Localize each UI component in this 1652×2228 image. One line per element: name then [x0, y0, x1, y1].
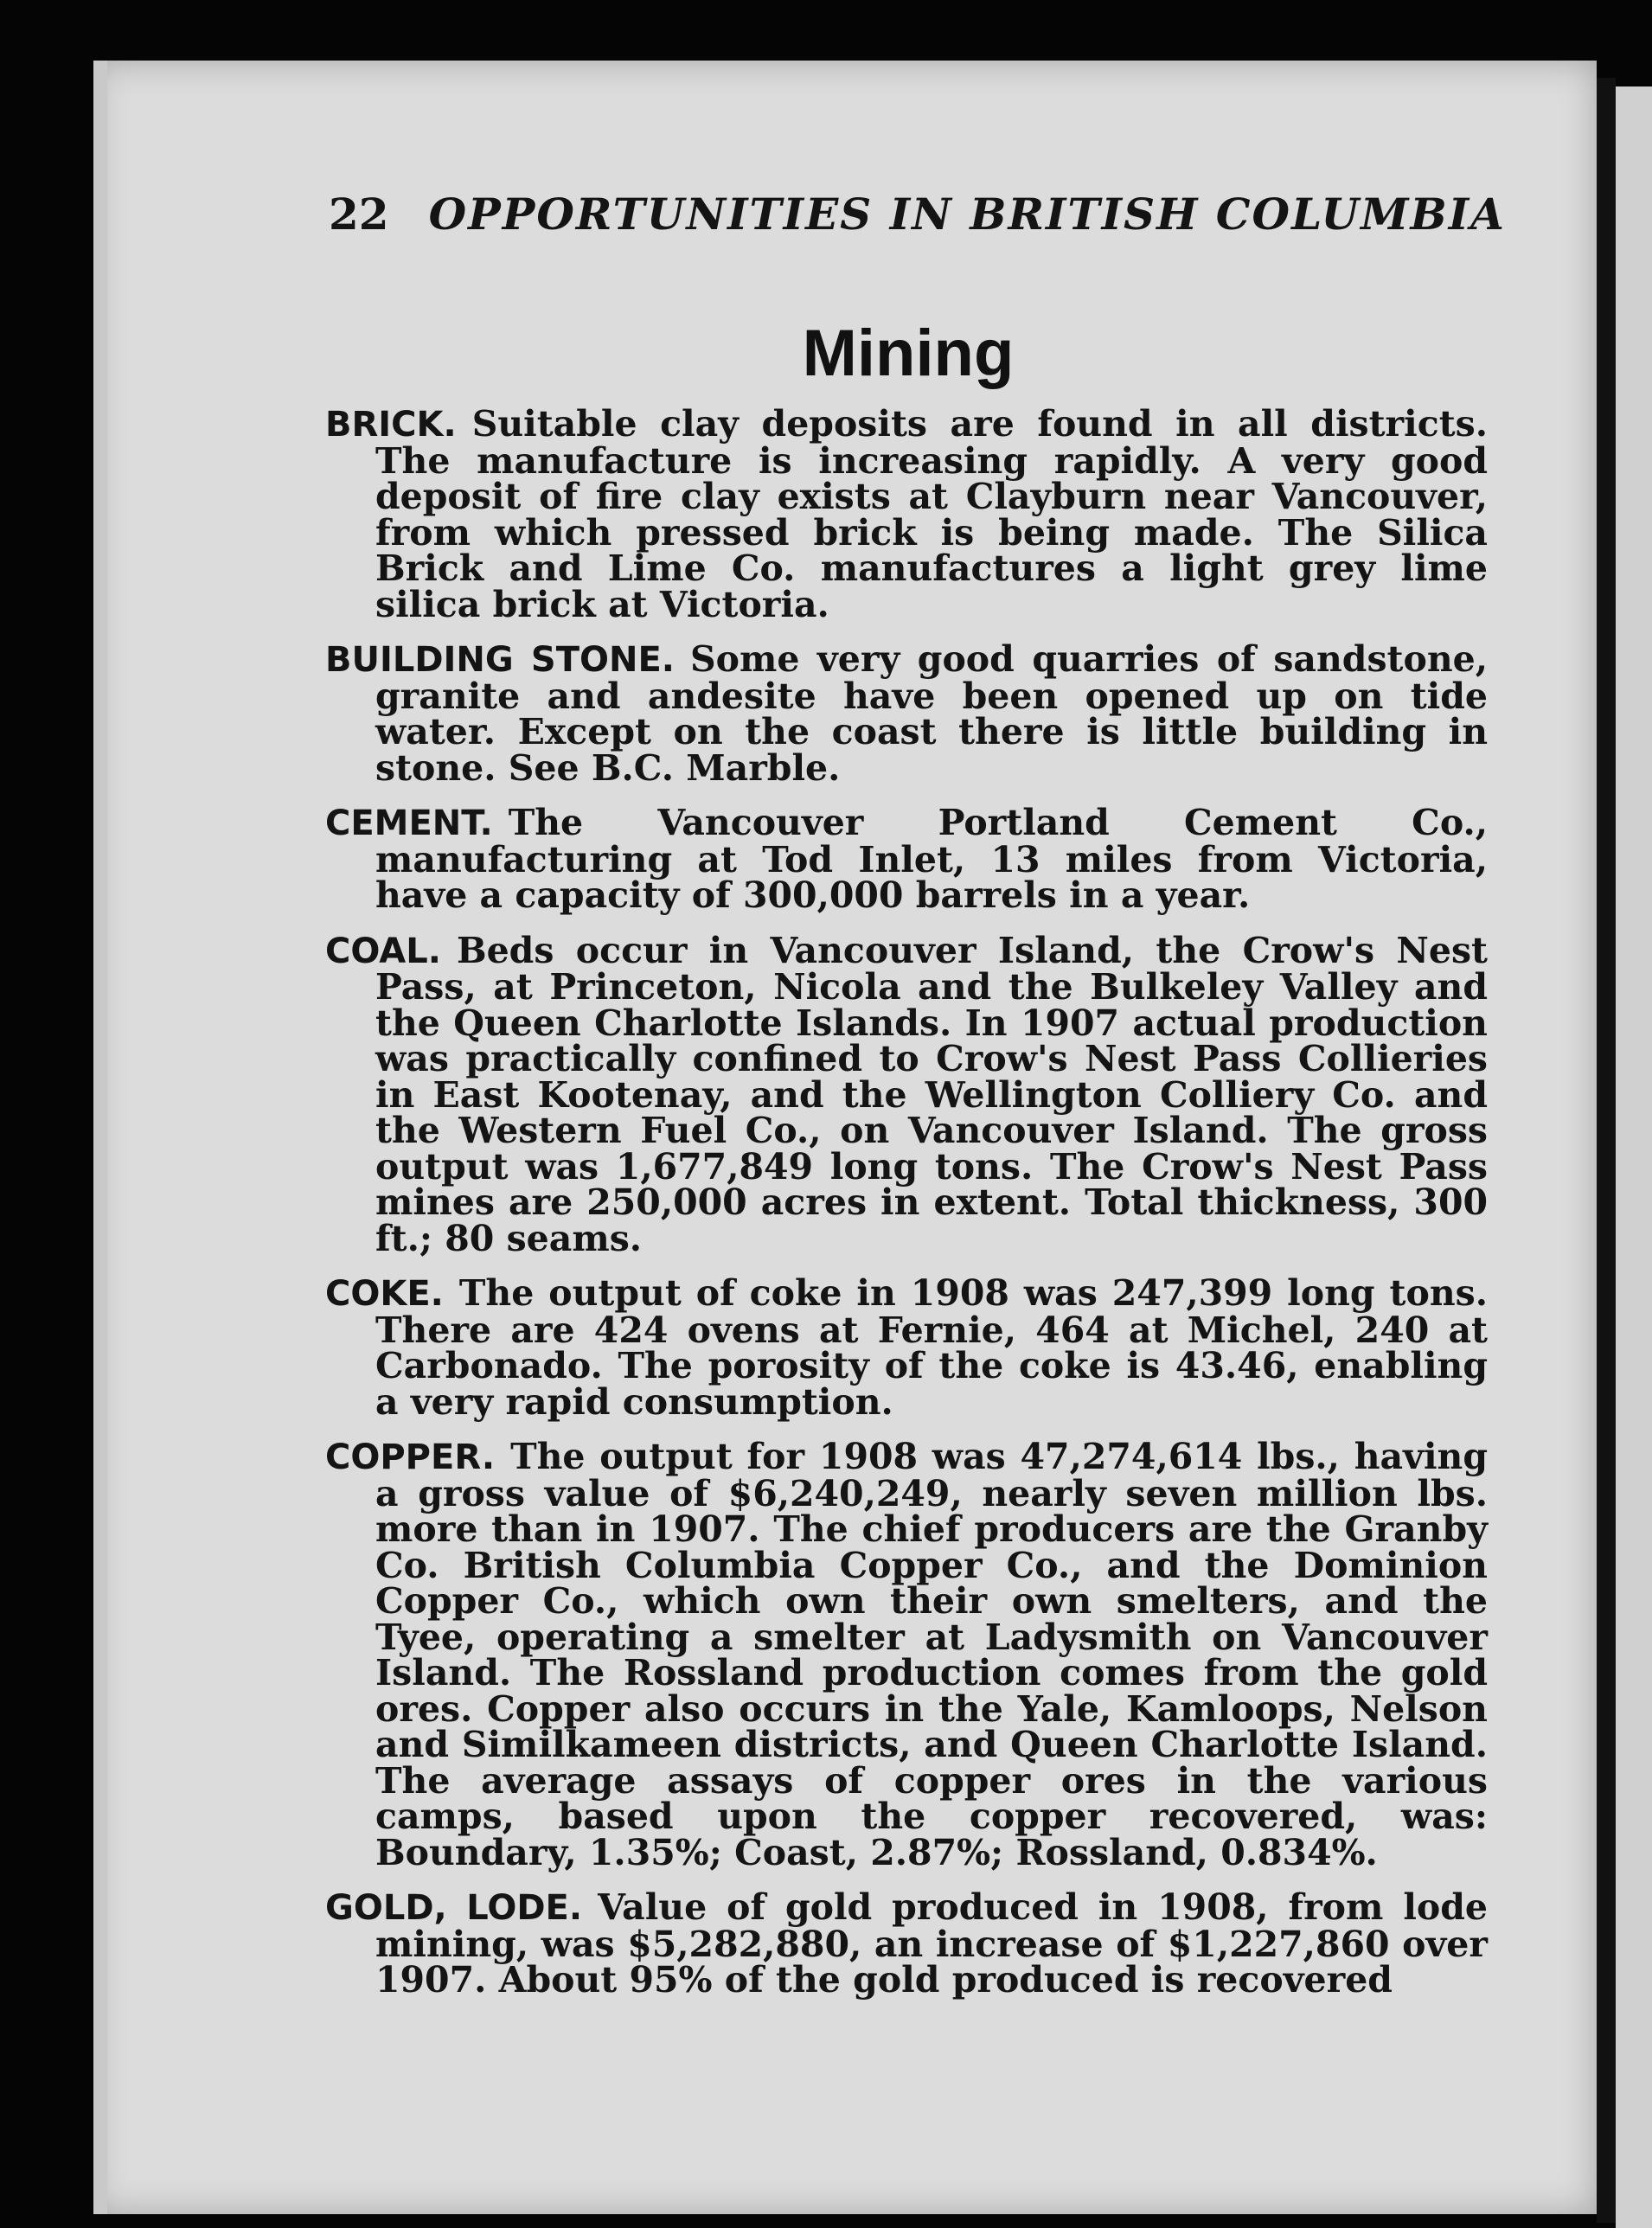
entry-gold-lode — [325, 1886, 1488, 2001]
facing-page-edge — [1616, 86, 1652, 2228]
running-header — [329, 189, 1506, 240]
entry-building-stone — [325, 638, 1488, 789]
entry-term: CEMENT. — [325, 803, 493, 843]
entry-cement — [325, 802, 1488, 916]
entry-text: The Vancouver Portland Cement Co., manufacturing at Tod Inlet, 13 miles from Victoria, have a capacity of 300,000 barrels in a year. — [375, 802, 1488, 916]
entry-text: The output of coke in 1908 was 247,399 long tons. There are 424 ovens at Fernie, 464 at Michel, 240 at Carbonado. The porosity of the coke is 43.46, enabling a very rapid consumption. — [375, 1272, 1488, 1423]
entry-term: BUILDING STONE. — [325, 640, 675, 680]
entry-text: Some very good quarries of sandstone, granite and andesite have been opened up on tide water. Except on the coast there is little building in stone. See B.C. Marble. — [375, 638, 1488, 789]
entry-text: Value of gold produced in 1908, from lode mining, was $5,282,880, an increase of $1,227,860 over 1907. About 95% of the gold produced is recovered — [375, 1886, 1488, 2001]
entry-brick — [325, 403, 1488, 625]
entry-coke — [325, 1272, 1488, 1423]
running-title: OPPORTUNITIES IN BRITISH COLUMBIA — [428, 189, 1506, 240]
entry-text: Suitable clay deposits are found in all districts. The manufacture is increasing rapidly. A very good deposit of fire clay exists at Clayburn near Vancouver, from which pressed brick is being made. The Silica Brick and Lime Co. manufactures a light grey lime silica brick at Victoria. — [375, 403, 1488, 625]
page-number: 22 — [329, 189, 389, 240]
entry-term: COKE. — [325, 1274, 444, 1314]
mining-entries — [325, 403, 1488, 2018]
entry-text: The output for 1908 was 47,274,614 lbs., having a gross value of $6,240,249, nearly seven million lbs. more than in 1907. The chief producers are the Granby Co. British Columbia Copper Co., and the Dominion Copper Co., which own their own smelters, and the Tyee, operating a smelter at Ladysmith on Vancouver Island. The Rossland production comes from the gold ores. Copper also occurs in the Yale, Kamloops, Nelson and Similkameen districts, and Queen Charlotte Island. The average assays of copper ores in the various camps, based upon the copper recovered, was: Boundary, 1.35%; Coast, 2.87%; Rossland, 0.834%. — [375, 1436, 1488, 1873]
book-spine — [1597, 78, 1616, 2223]
entry-copper — [325, 1436, 1488, 1873]
entry-term: COAL. — [325, 931, 441, 971]
entry-term: GOLD, LODE. — [325, 1888, 583, 1928]
entry-coal — [325, 929, 1488, 1259]
section-title: Mining — [802, 317, 1015, 390]
entry-text: Beds occur in Vancouver Island, the Crow's Nest Pass, at Princeton, Nicola and the Bulkeley Valley and the Queen Charlotte Islands. In 1907 actual production was practically confined to Crow's Nest Pass Collieries in East Kootenay, and the Wellington Colliery Co. and the Western Fuel Co., on Vancouver Island. The gross output was 1,677,849 long tons. The Crow's Nest Pass mines are 250,000 acres in extent. Total thickness, 300 ft.; 80 seams. — [375, 929, 1488, 1259]
entry-term: BRICK. — [325, 405, 457, 445]
entry-term: COPPER. — [325, 1437, 496, 1477]
